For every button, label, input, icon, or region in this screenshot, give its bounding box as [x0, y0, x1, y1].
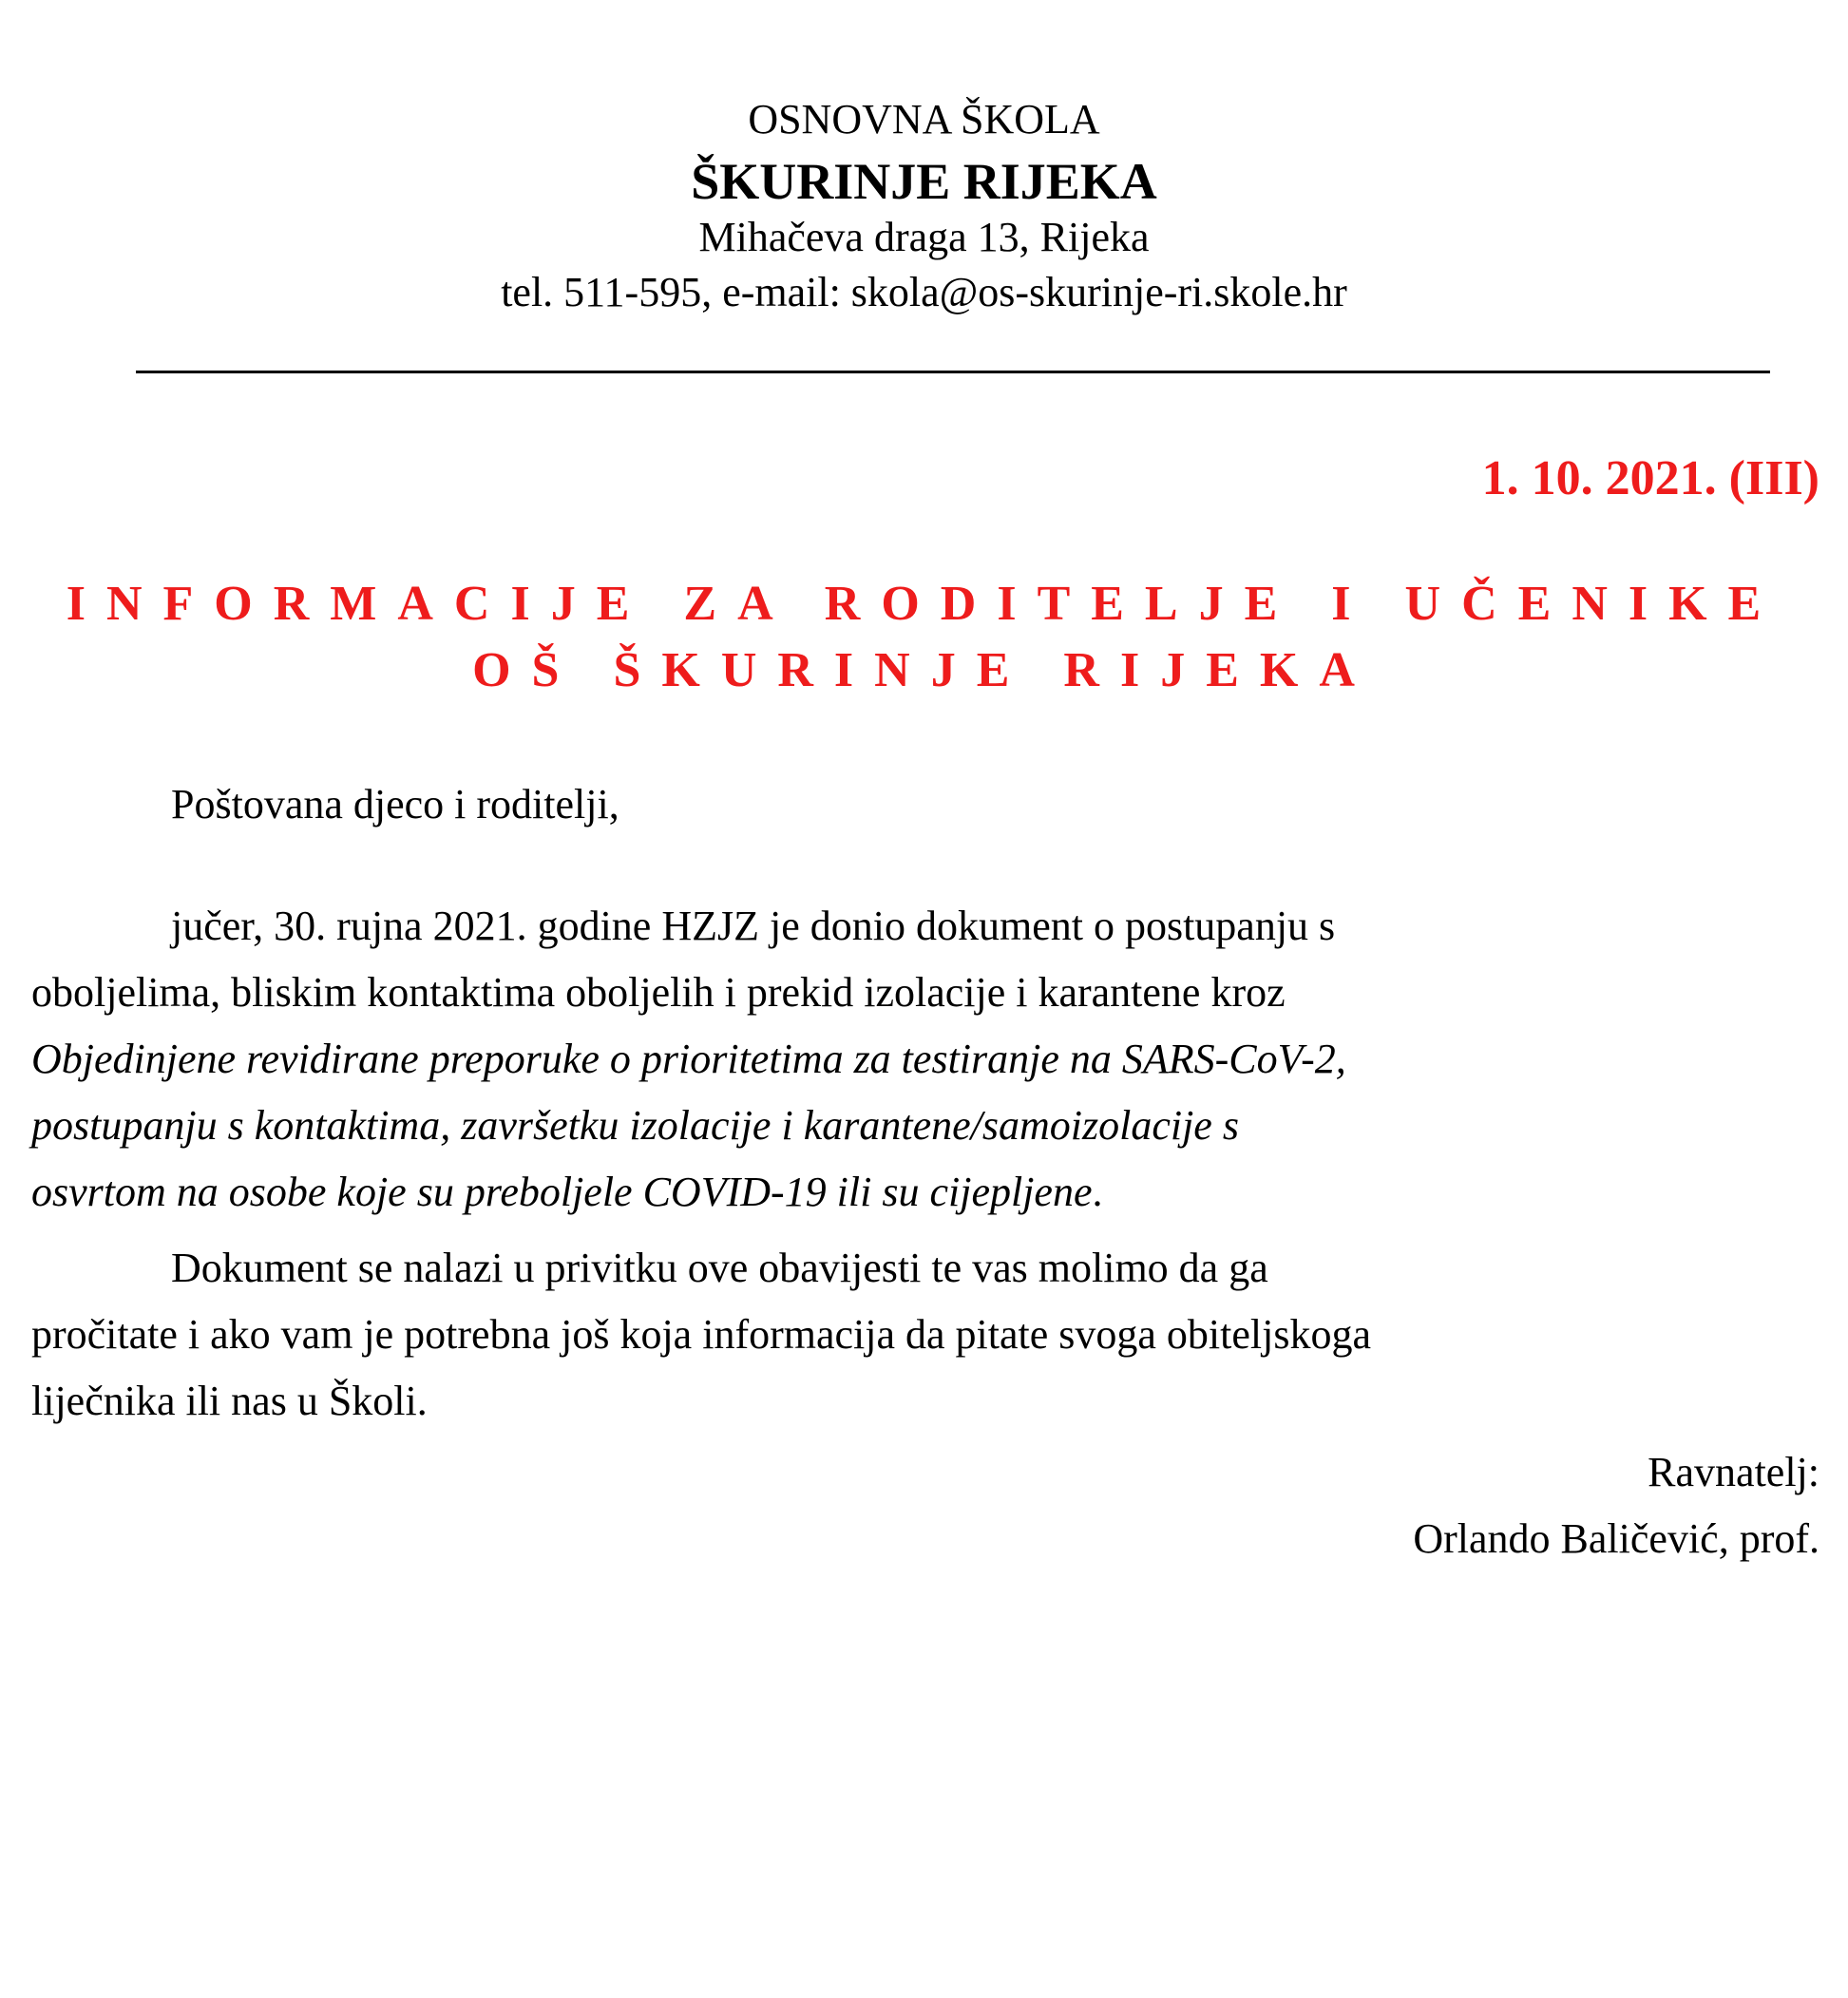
paragraph-1 [31, 893, 1346, 1226]
paragraph-1-line-1: jučer, 30. rujna 2021. godine HZJZ je donio dokument o postupanju s [171, 903, 1336, 949]
school-type: OSNOVNA ŠKOLA [748, 96, 1100, 143]
paragraph-1-line-2: oboljelima, bliskim kontaktima oboljelih i prekid izolacije i karantene kroz [31, 969, 1286, 1016]
school-contact: tel. 511-595, e-mail: skola@os-skurinje-ri.skole.hr [501, 269, 1347, 315]
paragraph-2-line-3: liječnika ili nas u Školi. [31, 1378, 428, 1424]
signature-role: Ravnatelj: [1648, 1449, 1819, 1495]
paragraph-1-line-5-end: . [1092, 1169, 1103, 1215]
paragraph-2-line-1: Dokument se nalazi u privitku ove obavijesti te vas molimo da ga [171, 1245, 1268, 1291]
paragraph-1-line-4: postupanju s kontaktima, završetku izolacije i karantene/samoizolacije s [31, 1102, 1239, 1149]
document-date: 1. 10. 2021. (III) [1481, 451, 1819, 505]
paragraph-2-line-2: pročitate i ako vam je potrebna još koja informacija da pitate svoga obiteljskoga [31, 1311, 1371, 1358]
document-title-line-2: OŠ ŠKURINJE RIJEKA [472, 643, 1376, 697]
paragraph-2 [31, 1235, 1371, 1435]
header-divider [136, 371, 1770, 373]
school-address: Mihačeva draga 13, Rijeka [698, 214, 1150, 260]
school-name: ŠKURINJE RIJEKA [691, 153, 1157, 210]
signature-name: Orlando Baličević, prof. [1413, 1515, 1819, 1562]
greeting: Poštovana djeco i roditelji, [171, 781, 619, 828]
paragraph-1-line-5 [31, 1159, 1346, 1226]
document-title-line-1: INFORMACIJE ZA RODITELJE I UČENIKE [66, 577, 1782, 631]
paragraph-1-line-5-italic: osvrtom na osobe koje su preboljele COVID-19 ili su cijepljene [31, 1169, 1093, 1215]
paragraph-1-line-3: Objedinjene revidirane preporuke o prioritetima za testiranje na SARS-CoV-2, [31, 1036, 1346, 1082]
